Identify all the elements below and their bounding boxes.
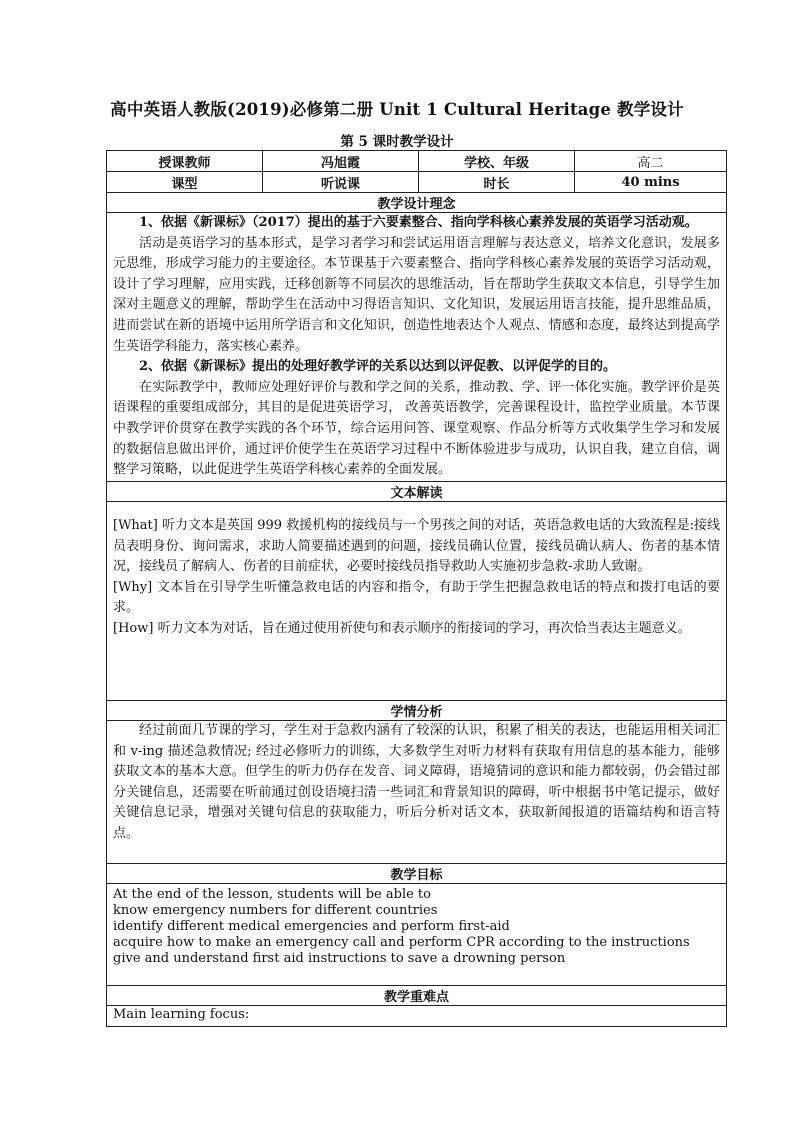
learner-content <box>107 721 727 864</box>
objective-item: identify different medical emergencies and perform first-aid <box>113 919 510 934</box>
objective-item: know emergency numbers for different countries <box>113 903 438 918</box>
objectives-intro: At the end of the lesson, students will be able to <box>113 887 431 902</box>
objectives-content-row <box>107 884 727 986</box>
objectives-heading-row <box>107 864 727 884</box>
text-analysis-heading: 文本解读 <box>107 482 727 502</box>
teacher-label: 授课教师 <box>107 151 263 172</box>
duration-value: 40 mins <box>575 172 727 193</box>
key-points-content <box>107 1006 727 1027</box>
philosophy-point-2: 2、依据《新课标》提出的处理好教学评的关系以达到以评促教、以评促学的目的。 <box>139 359 617 375</box>
learner-text: 经过前面几节课的学习，学生对于急救内涵有了较深的认识，积累了相关的表达，也能运用相关词汇和 v-ing 描述急救情况; 经过必修听力的训练，大多数学生对听力材料有获取有用信息的基本能力，能够获取文本的基本大意。但学生的听力仍存在发音、词义障碍，语境猜词的意识和能力都较弱，仍会错过部分关键信息，还需要在听前通过创设语境扫清一些词汇和背景知识的障碍，听中根据书中笔记提示，做好关键信息记录，增强对关键句信息的获取能力，听后分析对话文本，获取新闻报道的语篇结构和语言特点。 <box>113 723 720 841</box>
learner-content-row <box>107 721 727 864</box>
type-label: 课型 <box>107 172 263 193</box>
document-title: 高中英语人教版(2019)必修第二册 Unit 1 Cultural Heritage 教学设计 <box>110 100 684 119</box>
text-analysis-what: [What] 听力文本是英国 999 救援机构的接线员与一个男孩之间的对话，英语急救电话的大致流程是:接线员表明身份、询问需求，求助人简要描述遇到的问题，接线员确认位置，接线员确认病人、伤者的基本情况，接线员了解病人、伤者的目前症状，必要时接线员指导救助人实施初步急救-求助人致谢。 <box>113 518 720 575</box>
key-points-content-row <box>107 1006 727 1027</box>
school-value: 高二 <box>575 151 727 172</box>
learner-heading: 学情分析 <box>107 701 727 721</box>
lesson-subtitle: 第 5 课时教学设计 <box>340 134 454 150</box>
main-learning-focus: Main learning focus: <box>113 1007 250 1022</box>
key-points-heading-row <box>107 986 727 1006</box>
lesson-plan-table <box>106 150 727 1027</box>
info-row-2 <box>107 172 727 193</box>
duration-label: 时长 <box>419 172 575 193</box>
learner-heading-row <box>107 701 727 721</box>
school-label: 学校、年级 <box>419 151 575 172</box>
philosophy-heading: 教学设计理念 <box>107 193 727 213</box>
objective-item: acquire how to make an emergency call and perform CPR according to the instructions <box>113 935 690 950</box>
text-analysis-heading-row <box>107 482 727 502</box>
info-row-1 <box>107 151 727 172</box>
text-analysis-why: [Why] 文本旨在引导学生听懂急救电话的内容和指令，有助于学生把握急救电话的特点和拨打电话的要求。 <box>113 579 720 616</box>
teacher-value: 冯旭霞 <box>263 151 419 172</box>
philosophy-paragraph-1: 活动是英语学习的基本形式，是学习者学习和尝试运用语言理解与表达意义，培养文化意识，发展多元思维，形成学习能力的主要途径。本节课基于六要素整合、指向学科核心素养发展的英语学习活动观，设计了学习理解，应用实践，迁移创新等不同层次的思维活动，旨在帮助学生获取文本信息，引导学生加深对主题意义的理解，帮助学生在活动中习得语言知识、文化知识，发展运用语言技能，提升思维品质，进而尝试在新的语境中运用所学语言和文化知识，创造性地表达个人观点、情感和态度，最终达到提高学生英语学科能力，落实核心素养。 <box>113 235 720 354</box>
text-analysis-how: [How] 听力文本为对话，旨在通过使用祈使句和表示顺序的衔接词的学习，再次恰当表达主题意义。 <box>113 620 691 636</box>
text-analysis-content <box>107 502 727 701</box>
text-analysis-content-row <box>107 502 727 701</box>
philosophy-heading-row <box>107 193 727 213</box>
type-value: 听说课 <box>263 172 419 193</box>
objectives-content <box>107 884 727 986</box>
philosophy-content-row <box>107 213 727 482</box>
philosophy-paragraph-2: 在实际教学中，教师应处理好评价与教和学之间的关系，推动教、学、评一体化实施。教学评价是英语课程的重要组成部分，其目的是促进英语学习， 改善英语教学，完善课程设计，监控学业质量。本节课中教学评价贯穿在教学实践的各个环节，综合运用问答、课堂观察、作品分析等方式收集学生学习和发展的数据信息做出评价，通过评价使学生在英语学习过程中不断体验进步与成功，认识自我，建立自信，调整学习策略，以此促进学生英语学科核心素养的全面发展。 <box>113 379 720 478</box>
objectives-heading: 教学目标 <box>107 864 727 884</box>
objective-item: give and understand first aid instructions to save a drowning person <box>113 951 566 966</box>
philosophy-content <box>107 213 727 482</box>
key-points-heading: 教学重难点 <box>107 986 727 1006</box>
philosophy-point-1: 1、依据《新课标》（2017）提出的基于六要素整合、指向学科核心素养发展的英语学习活动观。 <box>139 215 698 230</box>
